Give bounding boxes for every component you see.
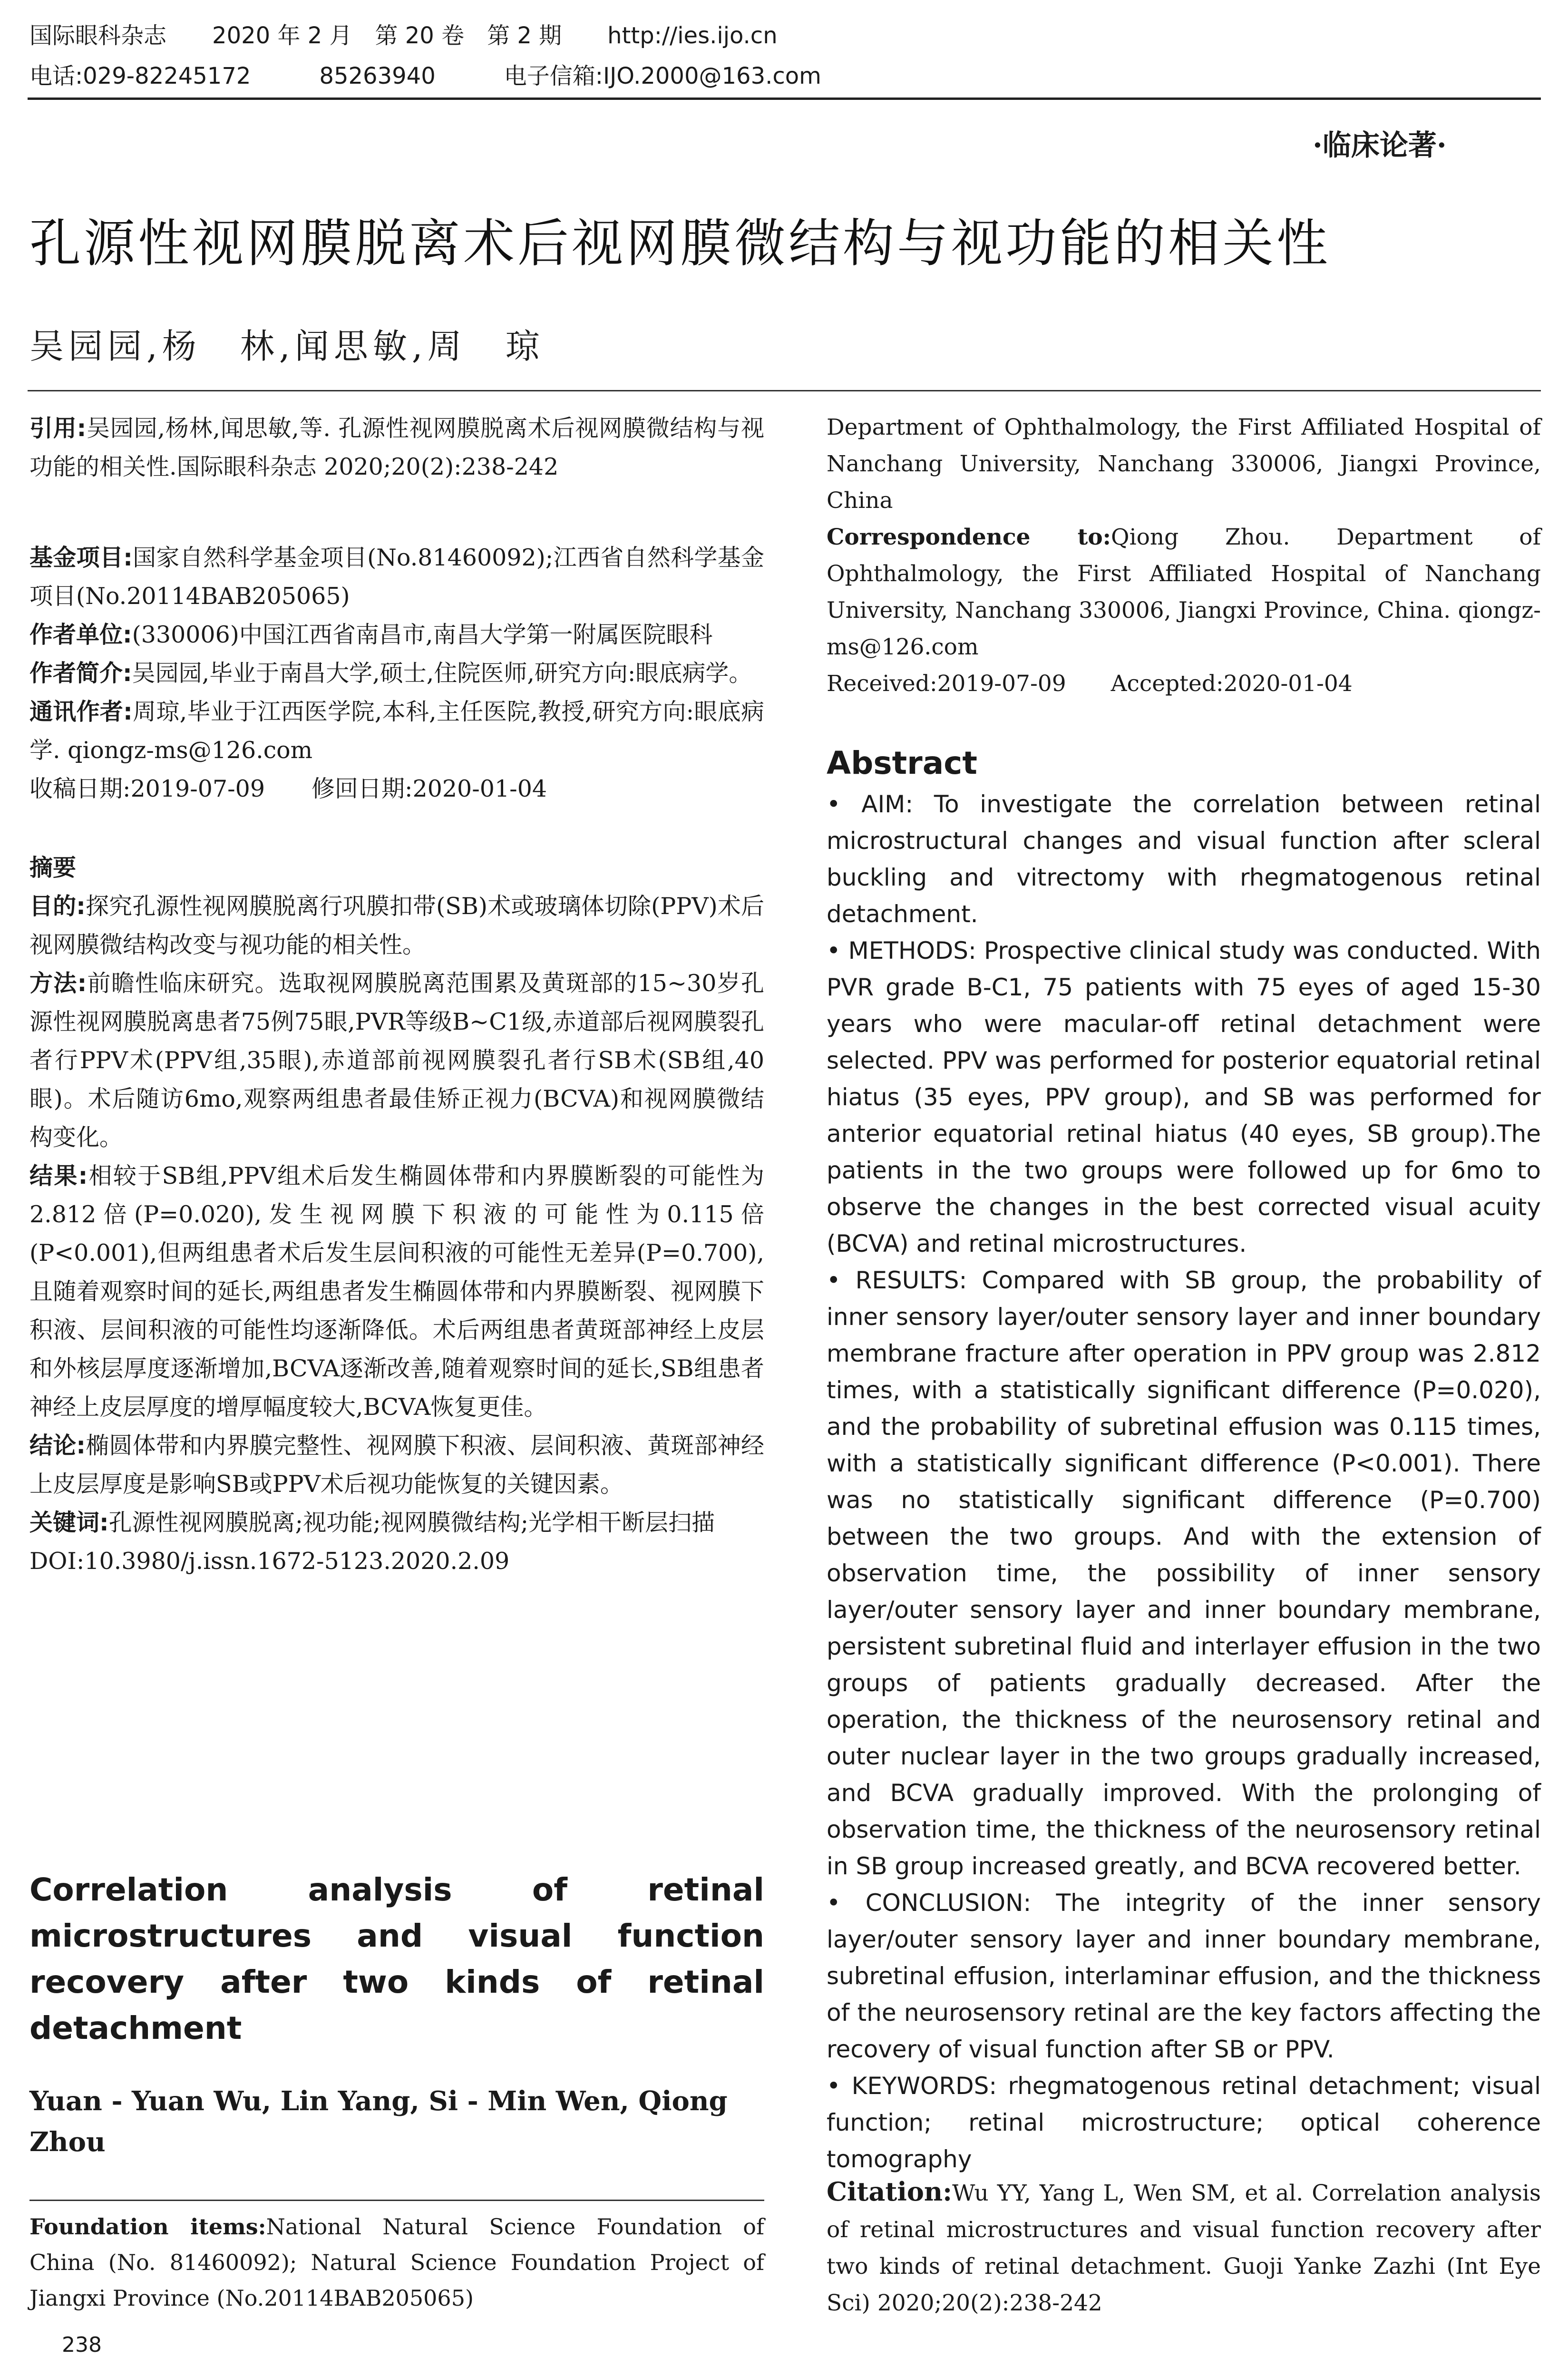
conclusion-en: • CONCLUSION: The integrity of the inner sensory layer/outer sensory layer and inner boundary membrane, subretinal effusion, interlaminar effusion, and the thickness of the neurosensory retinal are the key factors affecting the recovery of visual function after SB or PPV. [827,1889,1541,2063]
right-column [827,409,1541,2178]
phone-info: 电话:029-82245172 85263940 [29,63,436,89]
fund-cn: 基金项目:国家自然科学基金项目(No.81460092);江西省自然科学基金项目(No.20114BAB205065) [29,544,764,610]
unit-cn: 作者单位:(330006)中国江西省南昌市,南昌大学第一附属医院眼科 [29,621,713,648]
citation-cn: 引用:吴园园,杨林,闻思敏,等. 孔源性视网膜脱离术后视网膜微结构与视功能的相关性.国际眼科杂志 2020;20(2):238-242 [29,415,764,480]
keywords-en: • KEYWORDS: rhegmatogenous retinal detachment; visual function; retinal microstructure; optical coherence tomography [827,2072,1541,2173]
conclusion-cn: 结论:椭圆体带和内界膜完整性、视网膜下积液、层间积液、黄斑部神经上皮层厚度是影响SB或PPV术后视功能恢复的关键因素。 [29,1432,764,1498]
page-title: 孔源性视网膜脱离术后视网膜微结构与视功能的相关性 [29,214,1331,273]
journal-url[interactable]: http://ies.ijo.cn [607,22,778,49]
aim-en: • AIM: To investigate the correlation between retinal microstructural changes and visual function after scleral buckling and vitrectomy with rhegmatogenous retinal detachment. [827,790,1541,928]
left-column [29,409,764,1580]
journal-name: 国际眼科杂志 [29,22,167,49]
english-authors: Yuan - Yuan Wu, Lin Yang, Si - Min Wen, Qiong Zhou [29,2085,728,2158]
aim-cn: 目的:探究孔源性视网膜脱离行巩膜扣带(SB)术或玻璃体切除(PPV)术后视网膜微结构改变与视功能的相关性。 [29,893,764,958]
email-info[interactable]: 电子信箱:IJO.2000@163.com [504,63,821,89]
correspondence-en: Correspondence to:Qiong Zhou. Department of Ophthalmology, the First Affiliated Hospital of Nanchang University, Nanchang 330006, Jiangxi Province, China. qiongz-ms@126.com [827,524,1541,660]
issue-info: 2020 年 2 月 第 20 卷 第 2 期 [212,22,562,49]
methods-cn: 方法:前瞻性临床研究。选取视网膜脱离范围累及黄斑部的15~30岁孔源性视网膜脱离患者75例75眼,PVR等级B~C1级,赤道部后视网膜裂孔者行PPV术(PPV组,35眼),赤道部前视网膜裂孔者行SB术(SB组,40眼)。术后随访6mo,观察两组患者最佳矫正视力(BCVA)和视网膜微结构变化。 [29,970,764,1151]
authors-cn: 吴园园,杨 林,闻思敏,周 琼 [29,326,545,366]
foundation-items: Foundation items:National Natural Science Foundation of China (No. 81460092); Natural Science Foundation Project of Jiangxi Province (No.20114BAB205065) [29,2214,764,2311]
section-tag: ·临床论著· [1313,129,1447,162]
results-cn: 结果:相较于SB组,PPV组术后发生椭圆体带和内界膜断裂的可能性为2.812倍(P=0.020),发生视网膜下积液的可能性为0.115倍(P<0.001),但两组患者术后发生层间积液的可能性无差异(P=0.700),且随着观察时间的延长,两组患者发生椭圆体带和内界膜断裂、视网膜下积液、层间积液的可能性均逐渐降低。术后两组患者黄斑部神经上皮层和外核层厚度逐渐增加,BCVA逐渐改善,随着观察时间的延长,SB组患者神经上皮层厚度的增厚幅度较大,BCVA恢复更佳。 [29,1162,764,1421]
cn-meta [29,409,764,1580]
title-rule [28,390,1541,391]
affiliation-block [827,409,1541,702]
header-rule [28,97,1541,100]
abstract-heading-en: Abstract [827,745,977,781]
page-number: 238 [62,2333,102,2357]
results-en: • RESULTS: Compared with SB group, the probability of inner sensory layer/outer sensory layer and inner boundary membrane fracture after operation in PPV group was 2.812 times, with a statistically significant difference (P=0.020), and the probability of subretinal effusion was 0.115 times, with a statistically significant difference (P<0.001). There was no statistically significant difference (P=0.700) between the two groups. And with the extension of observation time, the possibility of inner sensory layer/outer sensory layer and inner boundary membrane, persistent subretinal fluid and interlayer effusion in the two groups of patients gradually decreased. After the operation, the thickness of the neurosensory retinal and outer nuclear layer in the two groups gradually increased, and BCVA gradually improved. With the prolonging of observation time, the thickness of the neurosensory retinal in SB group increased greatly, and BCVA recovered better. [827,1266,1541,1880]
journal-header-line2 [29,62,821,90]
department-en: Department of Ophthalmology, the First Affiliated Hospital of Nanchang University, Nanchang 330006, Jiangxi Province, China [827,414,1541,514]
methods-en: • METHODS: Prospective clinical study was conducted. With PVR grade B-C1, 75 patients with 75 eyes of aged 15-30 years who were macular-off retinal detachment were selected. PPV was performed for posterior equatorial retinal hiatus (35 eyes, PPV group), and SB was performed for anterior equatorial retinal hiatus (40 eyes, SB group).The patients in the two groups were followed up for 6mo to observe the changes in the best corrected visual acuity (BCVA) and retinal microstructures. [827,937,1541,1257]
english-title: Correlation analysis of retinal microstructures and visual function recovery after two kinds of retinal detachment [29,1871,764,2046]
corr-cn: 通讯作者:周琼,毕业于江西医学院,本科,主任医院,教授,研究方向:眼底病学. qiongz-ms@126.com [29,698,764,764]
footnote-rule [29,2200,764,2201]
received-en: Received:2019-07-09 Accepted:2020-01-04 [827,671,1353,697]
dates-cn: 收稿日期:2019-07-09 修回日期:2020-01-04 [29,775,547,802]
bio-cn: 作者简介:吴园园,毕业于南昌大学,硕士,住院医师,研究方向:眼底病学。 [29,660,752,687]
citation-en: Citation:Wu YY, Yang L, Wen SM, et al. Correlation analysis of retinal microstructures and visual function recovery after two kinds of retinal detachment. Guoji Yanke Zazhi (Int Eye Sci) 2020;20(2):238-242 [827,2176,1541,2316]
keywords-cn: 关键词:孔源性视网膜脱离;视功能;视网膜微结构;光学相干断层扫描 [29,1509,715,1536]
doi: DOI:10.3980/j.issn.1672-5123.2020.2.09 [29,1548,510,1575]
journal-header-line1 [29,21,778,50]
abstract-body-en [827,786,1541,2178]
abstract-heading-cn: 摘要 [29,854,77,881]
